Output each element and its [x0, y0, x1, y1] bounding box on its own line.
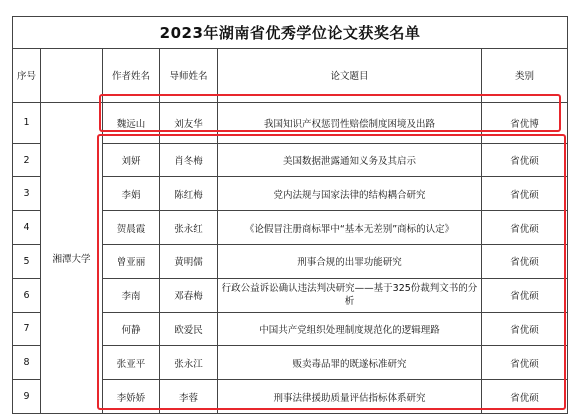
row-thesis: 美国数据泄露通知义务及其启示 — [218, 143, 482, 177]
header-no: 序号 — [13, 48, 41, 102]
row-no: 2 — [13, 143, 41, 177]
row-author: 曾亚丽 — [103, 245, 160, 279]
row-author: 贺晨霞 — [103, 211, 160, 245]
row-category: 省优博 — [482, 102, 568, 143]
row-no: 7 — [13, 312, 41, 346]
row-thesis: 我国知识产权惩罚性赔偿制度困境及出路 — [218, 102, 482, 143]
row-category: 省优硕 — [482, 312, 568, 346]
row-thesis: 刑事合规的出罪功能研究 — [218, 245, 482, 279]
row-thesis: 行政公益诉讼确认违法判决研究——基于325份裁判文书的分析 — [218, 278, 482, 312]
header-row — [13, 48, 568, 102]
row-no: 8 — [13, 346, 41, 380]
row-no: 5 — [13, 245, 41, 279]
row-author: 刘妍 — [103, 143, 160, 177]
row-author: 李娟 — [103, 177, 160, 211]
header-thesis: 论文题目 — [218, 48, 482, 102]
row-advisor: 欧爱民 — [160, 312, 218, 346]
row-author: 张亚平 — [103, 346, 160, 380]
university-cell: 湘潭大学 — [41, 102, 103, 413]
header-university — [41, 48, 103, 102]
table-title: 2023年湖南省优秀学位论文获奖名单 — [13, 17, 568, 49]
row-no: 4 — [13, 211, 41, 245]
row-advisor: 刘友华 — [160, 102, 218, 143]
row-author: 李娇娇 — [103, 380, 160, 414]
row-category: 省优硕 — [482, 346, 568, 380]
row-author: 何静 — [103, 312, 160, 346]
row-author: 魏远山 — [103, 102, 160, 143]
row-author: 李南 — [103, 278, 160, 312]
row-thesis: 中国共产党组织处理制度规范化的逻辑理路 — [218, 312, 482, 346]
row-no: 9 — [13, 380, 41, 414]
row-thesis: 贩卖毒品罪的既遂标准研究 — [218, 346, 482, 380]
row-no: 3 — [13, 177, 41, 211]
header-advisor: 导师姓名 — [160, 48, 218, 102]
row-advisor: 黄明儒 — [160, 245, 218, 279]
row-no: 1 — [13, 102, 41, 143]
row-thesis: 《论假冒注册商标罪中“基本无差别”商标的认定》 — [218, 211, 482, 245]
row-thesis: 党内法规与国家法律的结构耦合研究 — [218, 177, 482, 211]
table-row — [13, 102, 568, 143]
row-category: 省优硕 — [482, 278, 568, 312]
row-advisor: 邓春梅 — [160, 278, 218, 312]
row-advisor: 肖冬梅 — [160, 143, 218, 177]
row-no: 6 — [13, 278, 41, 312]
award-table — [12, 16, 568, 414]
header-category: 类别 — [482, 48, 568, 102]
row-category: 省优硕 — [482, 211, 568, 245]
row-advisor: 张永江 — [160, 346, 218, 380]
row-category: 省优硕 — [482, 177, 568, 211]
row-category: 省优硕 — [482, 245, 568, 279]
row-category: 省优硕 — [482, 143, 568, 177]
row-category: 省优硕 — [482, 380, 568, 414]
row-advisor: 张永红 — [160, 211, 218, 245]
row-thesis: 刑事法律援助质量评估指标体系研究 — [218, 380, 482, 414]
row-advisor: 李蓉 — [160, 380, 218, 414]
header-author: 作者姓名 — [103, 48, 160, 102]
row-advisor: 陈红梅 — [160, 177, 218, 211]
